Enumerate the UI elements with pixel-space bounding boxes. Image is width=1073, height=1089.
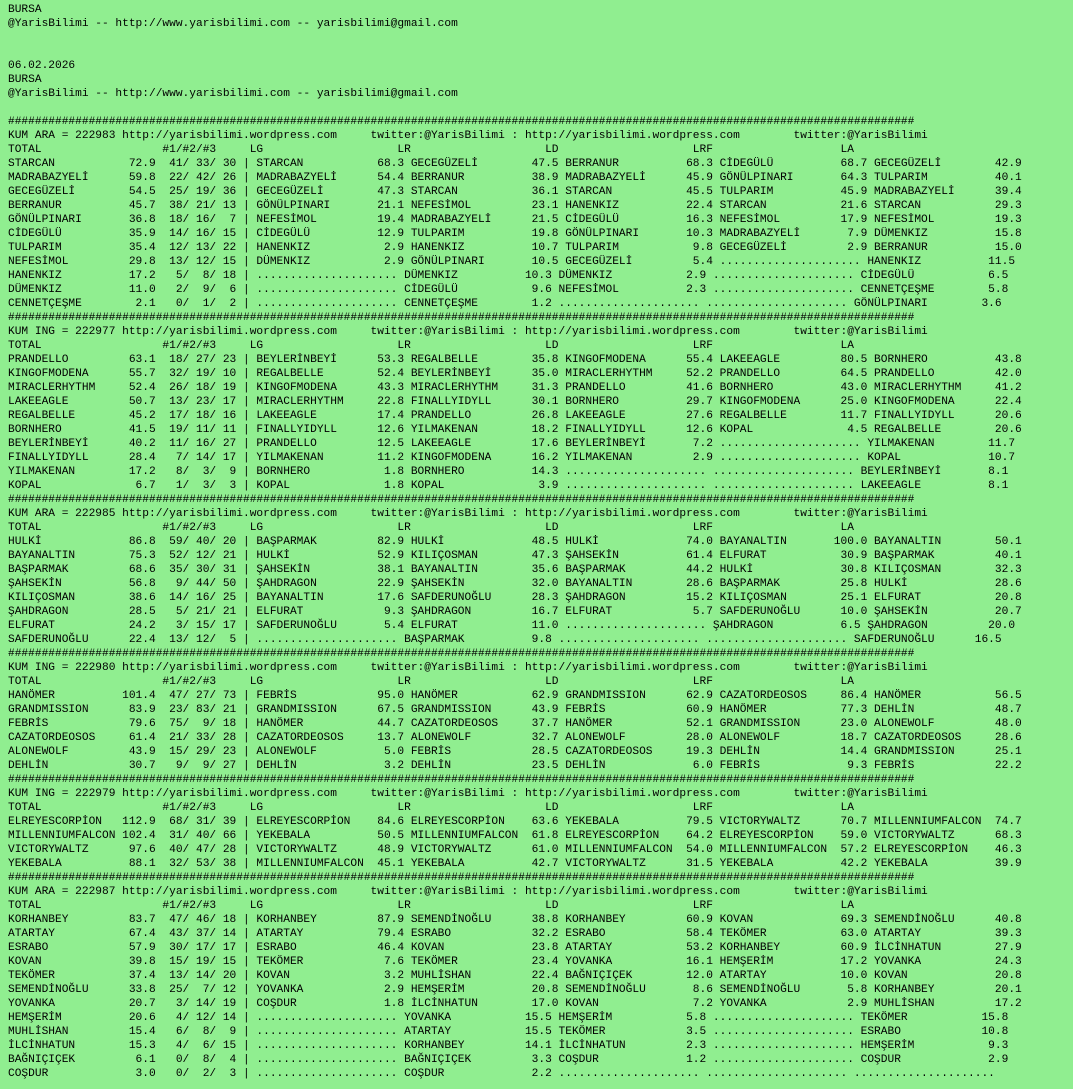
- text-line: KOVAN 39.8 15/ 19/ 15 | TEKÖMER 7.6 TEKÖMER 23.4 YOVANKA 16.1 HEMŞERİM 17.2 YOVANKA 24.3: [8, 956, 1022, 968]
- text-line: ELFURAT 24.2 3/ 15/ 17 | SAFDERUNOĞLU 5.4 ELFURAT 11.0 ..................... ŞAHDRAGON 6.5 ŞAHDRAGON 20.0: [8, 620, 1016, 632]
- text-line: BURSA: [8, 74, 42, 86]
- text-line: MIRACLERHYTHM 52.4 26/ 18/ 19 | KINGOFMODENA 43.3 MIRACLERHYTHM 31.3 PRANDELLO 41.6 BORNHERO 43.0 MIRACLERHYTHM 41.2: [8, 382, 1022, 394]
- text-line: #######################################################################################################################################: [8, 648, 915, 660]
- text-line: CAZATORDEOSOS 61.4 21/ 33/ 28 | CAZATORDEOSOS 13.7 ALONEWOLF 32.7 ALONEWOLF 28.0 ALONEWOLF 18.7 CAZATORDEOSOS 28.6: [8, 732, 1022, 744]
- text-line: TOTAL #1/#2/#3 LG LR LD LRF LA: [8, 676, 854, 688]
- text-line: [8, 101, 1073, 115]
- text-line: DEHLİN 30.7 9/ 9/ 27 | DEHLİN 3.2 DEHLİN 23.5 DEHLİN 6.0 FEBRİS 9.3 FEBRİS 22.2: [8, 760, 1022, 772]
- text-line: HANÖMER 101.4 47/ 27/ 73 | FEBRİS 95.0 HANÖMER 62.9 GRANDMISSION 62.9 CAZATORDEOSOS 86.4 HANÖMER 56.5: [8, 690, 1022, 702]
- text-line: BERRANUR 45.7 38/ 21/ 13 | GÖNÜLPINARI 21.1 NEFESİMOL 23.1 HANENKIZ 22.4 STARCAN 21.6 STARCAN 29.3: [8, 200, 1022, 212]
- text-line: LAKEEAGLE 50.7 13/ 23/ 17 | MIRACLERHYTHM 22.8 FINALLYIDYLL 30.1 BORNHERO 29.7 KINGOFMODENA 25.0 KINGOFMODENA 22.4: [8, 396, 1022, 408]
- text-line: ALONEWOLF 43.9 15/ 29/ 23 | ALONEWOLF 5.0 FEBRİS 28.5 CAZATORDEOSOS 19.3 DEHLİN 14.4 GRANDMISSION 25.1: [8, 746, 1022, 758]
- text-line: STARCAN 72.9 41/ 33/ 30 | STARCAN 68.3 GECEGÜZELİ 47.5 BERRANUR 68.3 CİDEGÜLÜ 68.7 GECEGÜZELİ 42.9: [8, 158, 1022, 170]
- text-line: FEBRİS 79.6 75/ 9/ 18 | HANÖMER 44.7 CAZATORDEOSOS 37.7 HANÖMER 52.1 GRANDMISSION 23.0 ALONEWOLF 48.0: [8, 718, 1022, 730]
- text-line: VICTORYWALTZ 97.6 40/ 47/ 28 | VICTORYWALTZ 48.9 VICTORYWALTZ 61.0 MILLENNIUMFALCON 54.0 MILLENNIUMFALCON 57.2 ELREYESCORPİON 46.3: [8, 844, 1022, 856]
- text-line: KINGOFMODENA 55.7 32/ 19/ 10 | REGALBELLE 52.4 BEYLERİNBEYİ 35.0 MIRACLERHYTHM 52.2 PRANDELLO 64.5 PRANDELLO 42.0: [8, 368, 1022, 380]
- text-line: REGALBELLE 45.2 17/ 18/ 16 | LAKEEAGLE 17.4 PRANDELLO 26.8 LAKEEAGLE 27.6 REGALBELLE 11.7 FINALLYIDYLL 20.6: [8, 410, 1022, 422]
- text-line: TOTAL #1/#2/#3 LG LR LD LRF LA: [8, 144, 854, 156]
- text-line: YEKEBALA 88.1 32/ 53/ 38 | MILLENNIUMFALCON 45.1 YEKEBALA 42.7 VICTORYWALTZ 31.5 YEKEBALA 42.2 YEKEBALA 39.9: [8, 858, 1022, 870]
- text-line: HULKİ 86.8 59/ 40/ 20 | BAŞPARMAK 82.9 HULKİ 48.5 HULKİ 74.0 BAYANALTIN 100.0 BAYANALTIN 50.1: [8, 536, 1022, 548]
- text-line: PRANDELLO 63.1 18/ 27/ 23 | BEYLERİNBEYİ 53.3 REGALBELLE 35.8 KINGOFMODENA 55.4 LAKEEAGLE 80.5 BORNHERO 43.8: [8, 354, 1022, 366]
- text-line: KUM ING = 222977 http://yarisbilimi.wordpress.com twitter:@YarisBilimi : http://yarisbilimi.wordpress.com twitter:@YarisBilimi: [8, 326, 928, 338]
- text-line: BAYANALTIN 75.3 52/ 12/ 21 | HULKİ 52.9 KILIÇOSMAN 47.3 ŞAHSEKİN 61.4 ELFURAT 30.9 BAŞPARMAK 40.1: [8, 550, 1022, 562]
- text-line: DÜMENKIZ 11.0 2/ 9/ 6 | ..................... CİDEGÜLÜ 9.6 NEFESİMOL 2.3 ..................... CENNETÇEŞME 5.8: [8, 284, 1009, 296]
- text-line: BAŞPARMAK 68.6 35/ 30/ 31 | ŞAHSEKİN 38.1 BAYANALTIN 35.6 BAŞPARMAK 44.2 HULKİ 30.8 KILIÇOSMAN 32.3: [8, 564, 1022, 576]
- text-line: ŞAHSEKİN 56.8 9/ 44/ 50 | ŞAHDRAGON 22.9 ŞAHSEKİN 32.0 BAYANALTIN 28.6 BAŞPARMAK 25.8 HULKİ 28.6: [8, 578, 1022, 590]
- text-line: NEFESİMOL 29.8 13/ 12/ 15 | DÜMENKIZ 2.9 GÖNÜLPINARI 10.5 GECEGÜZELİ 5.4 ..................... HANENKIZ 11.5: [8, 256, 1016, 268]
- text-line: TULPARIM 35.4 12/ 13/ 22 | HANENKIZ 2.9 HANENKIZ 10.7 TULPARIM 9.8 GECEGÜZELİ 2.9 BERRANUR 15.0: [8, 242, 1022, 254]
- text-line: SEMENDİNOĞLU 33.8 25/ 7/ 12 | YOVANKA 2.9 HEMŞERİM 20.8 SEMENDİNOĞLU 8.6 SEMENDİNOĞLU 5.8 KORHANBEY 20.1: [8, 984, 1022, 996]
- text-line: FINALLYIDYLL 28.4 7/ 14/ 17 | YILMAKENAN 11.2 KINGOFMODENA 16.2 YILMAKENAN 2.9 ..................... KOPAL 10.7: [8, 452, 1016, 464]
- text-line: MILLENNIUMFALCON 102.4 31/ 40/ 66 | YEKEBALA 50.5 MILLENNIUMFALCON 61.8 ELREYESCORPİON 64.2 ELREYESCORPİON 59.0 VICTORYWALTZ 68.3: [8, 830, 1022, 842]
- text-line: TOTAL #1/#2/#3 LG LR LD LRF LA: [8, 900, 854, 912]
- text-line: BAĞNIÇIÇEK 6.1 0/ 8/ 4 | ..................... BAĞNIÇIÇEK 3.3 COŞDUR 1.2 ..................... COŞDUR 2.9: [8, 1054, 1009, 1066]
- text-line: TOTAL #1/#2/#3 LG LR LD LRF LA: [8, 340, 854, 352]
- text-line: KUM ING = 222980 http://yarisbilimi.wordpress.com twitter:@YarisBilimi : http://yarisbilimi.wordpress.com twitter:@YarisBilimi: [8, 662, 928, 674]
- text-line: @YarisBilimi -- http://www.yarisbilimi.com -- yarisbilimi@gmail.com: [8, 18, 458, 30]
- text-line: TEKÖMER 37.4 13/ 14/ 20 | KOVAN 3.2 MUHLİSHAN 22.4 BAĞNIÇIÇEK 12.0 ATARTAY 10.0 KOVAN 20.8: [8, 970, 1022, 982]
- text-line: KUM ARA = 222983 http://yarisbilimi.wordpress.com twitter:@YarisBilimi : http://yarisbilimi.wordpress.com twitter:@YarisBilimi: [8, 130, 928, 142]
- text-line: İLCİNHATUN 15.3 4/ 6/ 15 | ..................... KORHANBEY 14.1 İLCİNHATUN 2.3 ..................... HEMŞERİM 9.3: [8, 1040, 1009, 1052]
- text-line: #######################################################################################################################################: [8, 774, 915, 786]
- text-line: ESRABO 57.9 30/ 17/ 17 | ESRABO 46.4 KOVAN 23.8 ATARTAY 53.2 KORHANBEY 60.9 İLCİNHATUN 27.9: [8, 942, 1022, 954]
- text-line: BORNHERO 41.5 19/ 11/ 11 | FINALLYIDYLL 12.6 YILMAKENAN 18.2 FINALLYIDYLL 12.6 KOPAL 4.5 REGALBELLE 20.6: [8, 424, 1022, 436]
- text-line: TOTAL #1/#2/#3 LG LR LD LRF LA: [8, 802, 854, 814]
- text-line: CİDEGÜLÜ 35.9 14/ 16/ 15 | CİDEGÜLÜ 12.9 TULPARIM 19.8 GÖNÜLPINARI 10.3 MADRABAZYELİ 7.9 DÜMENKIZ 15.8: [8, 228, 1022, 240]
- text-line: TOTAL #1/#2/#3 LG LR LD LRF LA: [8, 522, 854, 534]
- text-line: #######################################################################################################################################: [8, 872, 915, 884]
- text-line: ATARTAY 67.4 43/ 37/ 14 | ATARTAY 79.4 ESRABO 32.2 ESRABO 58.4 TEKÖMER 63.0 ATARTAY 39.3: [8, 928, 1022, 940]
- text-line: #######################################################################################################################################: [8, 116, 915, 128]
- text-line: MUHLİSHAN 15.4 6/ 8/ 9 | ..................... ATARTAY 15.5 TEKÖMER 3.5 ..................... ESRABO 10.8: [8, 1026, 1009, 1038]
- text-line: GRANDMISSION 83.9 23/ 83/ 21 | GRANDMISSION 67.5 GRANDMISSION 43.9 FEBRİS 60.9 HANÖMER 77.3 DEHLİN 48.7: [8, 704, 1022, 716]
- text-line: KORHANBEY 83.7 47/ 46/ 18 | KORHANBEY 87.9 SEMENDİNOĞLU 38.8 KORHANBEY 60.9 KOVAN 69.3 SEMENDİNOĞLU 40.8: [8, 914, 1022, 926]
- text-line: @YarisBilimi -- http://www.yarisbilimi.com -- yarisbilimi@gmail.com: [8, 88, 458, 100]
- text-line: ŞAHDRAGON 28.5 5/ 21/ 21 | ELFURAT 9.3 ŞAHDRAGON 16.7 ELFURAT 5.7 SAFDERUNOĞLU 10.0 ŞAHSEKİN 20.7: [8, 606, 1022, 618]
- text-line: KUM ARA = 222987 http://yarisbilimi.wordpress.com twitter:@YarisBilimi : http://yarisbilimi.wordpress.com twitter:@YarisBilimi: [8, 886, 928, 898]
- text-line: GÖNÜLPINARI 36.8 18/ 16/ 7 | NEFESİMOL 19.4 MADRABAZYELİ 21.5 CİDEGÜLÜ 16.3 NEFESİMOL 17.9 NEFESİMOL 19.3: [8, 214, 1022, 226]
- text-line: BEYLERİNBEYİ 40.2 11/ 16/ 27 | PRANDELLO 12.5 LAKEEAGLE 17.6 BEYLERİNBEYİ 7.2 ..................... YILMAKENAN 11.7: [8, 438, 1016, 450]
- text-line: #######################################################################################################################################: [8, 494, 915, 506]
- text-line: ELREYESCORPİON 112.9 68/ 31/ 39 | ELREYESCORPİON 84.6 ELREYESCORPİON 63.6 YEKEBALA 79.5 VICTORYWALTZ 70.7 MILLENNIUMFALCON 74.7: [8, 816, 1022, 828]
- text-line: YILMAKENAN 17.2 8/ 3/ 9 | BORNHERO 1.8 BORNHERO 14.3 ..................... ..................... BEYLERİNBEYİ 8.1: [8, 466, 1009, 478]
- text-line: [8, 45, 1073, 59]
- text-line: KUM ARA = 222985 http://yarisbilimi.wordpress.com twitter:@YarisBilimi : http://yarisbilimi.wordpress.com twitter:@YarisBilimi: [8, 508, 928, 520]
- text-line: HEMŞERİM 20.6 4/ 12/ 14 | ..................... YOVANKA 15.5 HEMŞERİM 5.8 ..................... TEKÖMER 15.8: [8, 1012, 1009, 1024]
- text-line: [8, 31, 1073, 45]
- text-line: #######################################################################################################################################: [8, 312, 915, 324]
- text-line: YOVANKA 20.7 3/ 14/ 19 | COŞDUR 1.8 İLCİNHATUN 17.0 KOVAN 7.2 YOVANKA 2.9 MUHLİSHAN 17.2: [8, 998, 1022, 1010]
- text-line: HANENKIZ 17.2 5/ 8/ 18 | ..................... DÜMENKIZ 10.3 DÜMENKIZ 2.9 ..................... CİDEGÜLÜ 6.5: [8, 270, 1009, 282]
- text-line: BURSA: [8, 4, 42, 16]
- text-line: KOPAL 6.7 1/ 3/ 3 | KOPAL 1.8 KOPAL 3.9 ..................... ..................... LAKEEAGLE 8.1: [8, 480, 1009, 492]
- text-line: GECEGÜZELİ 54.5 25/ 19/ 36 | GECEGÜZELİ 47.3 STARCAN 36.1 STARCAN 45.5 TULPARIM 45.9 MADRABAZYELİ 39.4: [8, 186, 1022, 198]
- text-line: CENNETÇEŞME 2.1 0/ 1/ 2 | ..................... CENNETÇEŞME 1.2 ..................... ..................... GÖNÜLPINARI 3.6: [8, 298, 1002, 310]
- text-line: MADRABAZYELİ 59.8 22/ 42/ 26 | MADRABAZYELİ 54.4 BERRANUR 38.9 MADRABAZYELİ 45.9 GÖNÜLPINARI 64.3 TULPARIM 40.1: [8, 172, 1022, 184]
- text-line: COŞDUR 3.0 0/ 2/ 3 | ..................... COŞDUR 2.2 ..................... ..................... .....................: [8, 1068, 995, 1080]
- text-line: SAFDERUNOĞLU 22.4 13/ 12/ 5 | ..................... BAŞPARMAK 9.8 ..................... ..................... SAFDERUNOĞLU 16.5: [8, 634, 1002, 646]
- text-line: KILIÇOSMAN 38.6 14/ 16/ 25 | BAYANALTIN 17.6 SAFDERUNOĞLU 28.3 ŞAHDRAGON 15.2 KILIÇOSMAN 25.1 ELFURAT 20.8: [8, 592, 1022, 604]
- text-line: KUM ING = 222979 http://yarisbilimi.wordpress.com twitter:@YarisBilimi : http://yarisbilimi.wordpress.com twitter:@YarisBilimi: [8, 788, 928, 800]
- text-line: 06.02.2026: [8, 60, 76, 72]
